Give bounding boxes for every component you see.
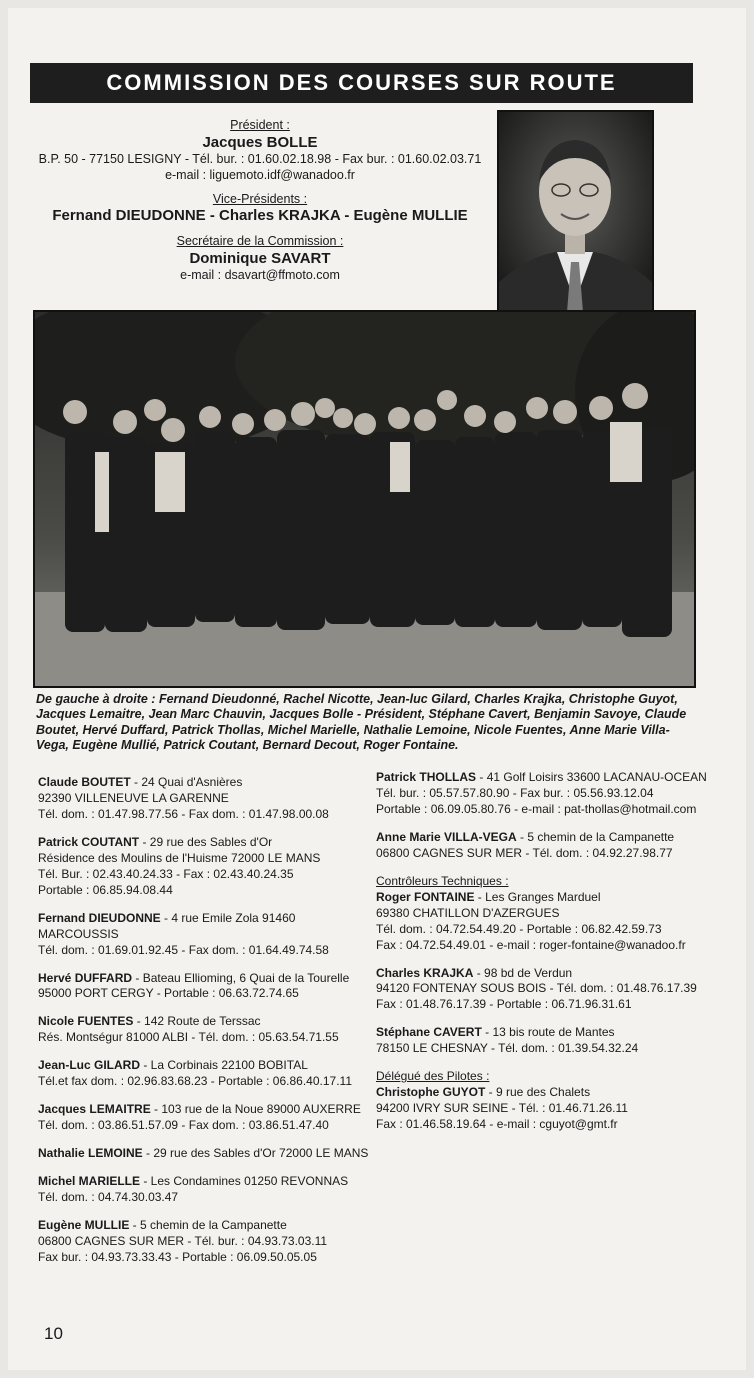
member-line: 95000 PORT CERGY - Portable : 06.63.72.74.65 xyxy=(38,986,299,1001)
member-address: - 29 rue des Sables d'Or 72000 LE MANS xyxy=(142,1146,369,1161)
member-name: Nicole FUENTES xyxy=(38,1014,134,1029)
member-line: Tél. dom. : 01.69.01.92.45 - Fax dom. : 01.64.49.74.58 xyxy=(38,942,329,957)
member-line: Tél.et fax dom. : 02.96.83.68.23 - Portable : 06.86.40.17.11 xyxy=(38,1074,352,1089)
member-entry xyxy=(376,874,718,954)
member-name: Anne Marie VILLA-VEGA xyxy=(376,829,517,844)
member-line: 92390 VILLENEUVE LA GARENNE xyxy=(38,790,229,805)
secretary-email: e-mail : dsavart@ffmoto.com xyxy=(180,268,340,283)
member-line: Tél. Bur. : 02.43.40.24.33 - Fax : 02.43.40.24.35 xyxy=(38,866,294,881)
vice-presidents-names: Fernand DIEUDONNE - Charles KRAJKA - Eugène MULLIE xyxy=(52,207,468,225)
vice-presidents-label: Vice-Présidents : xyxy=(212,191,308,206)
member-line: Portable : 06.85.94.08.44 xyxy=(38,882,173,897)
member-name: Stéphane CAVERT xyxy=(376,1025,482,1040)
member-entry xyxy=(38,971,373,1003)
member-entry xyxy=(38,1014,373,1046)
member-line: 06800 CAGNES SUR MER - Tél. dom. : 04.92.27.98.77 xyxy=(376,845,673,860)
member-entry xyxy=(376,966,718,1014)
member-line: 06800 CAGNES SUR MER - Tél. bur. : 04.93.73.03.11 xyxy=(38,1233,328,1248)
member-name: Eugène MULLIE xyxy=(38,1218,130,1233)
member-address: - 103 rue de la Noue 89000 AUXERRE xyxy=(150,1102,361,1117)
member-entry xyxy=(38,1102,373,1134)
member-address: - 98 bd de Verdun xyxy=(473,965,573,980)
member-entry xyxy=(38,1218,373,1266)
member-name: Michel MARIELLE xyxy=(38,1174,141,1189)
member-address: - Les Condamines 01250 REVONNAS xyxy=(140,1174,349,1189)
member-entry xyxy=(38,1146,373,1162)
member-line: 69380 CHATILLON D'AZERGUES xyxy=(376,905,560,920)
president-address: B.P. 50 - 77150 LESIGNY - Tél. bur. : 01.60.02.18.98 - Fax bur. : 01.60.02.03.71 xyxy=(38,152,482,167)
members-right-column xyxy=(376,770,718,1145)
member-entry xyxy=(376,1025,718,1057)
member-name: Claude BOUTET xyxy=(38,775,131,789)
member-name: Christophe GUYOT xyxy=(376,1085,486,1100)
member-line: Tél. dom. : 04.72.54.49.20 - Portable : 06.82.42.59.73 xyxy=(376,921,662,936)
member-entry xyxy=(376,1069,718,1133)
member-entry xyxy=(376,770,718,818)
member-entry xyxy=(38,775,373,823)
member-name: Charles KRAJKA xyxy=(376,965,474,980)
member-name: Roger FONTAINE xyxy=(376,889,475,904)
member-entry xyxy=(38,1174,373,1206)
photo-caption: De gauche à droite : Fernand Dieudonné, Rachel Nicotte, Jean-luc Gilard, Charles Krajka, Christophe Guyot, Jacques Lemaitre, Jean Marc Chauvin, Jacques Bolle - Président, Stéphane Cavert, Benjamin Savoye, Claude Boutet, Hervé Duffard, Patrick Thollas, Michel Marielle, Nathalie Lemoine, Nicole Fuentes, Anne Marie Villa-Vega, Eugène Mullié, Patrick Coutant, Bernard Decout, Roger Fontaine. xyxy=(36,692,687,752)
member-line: Fax bur. : 04.93.73.33.43 - Portable : 06.09.50.05.05 xyxy=(38,1249,317,1264)
member-line: Fax : 01.46.58.19.64 - e-mail : cguyot@gmt.fr xyxy=(376,1117,618,1132)
page-number: 10 xyxy=(44,1324,63,1343)
member-address: - 41 Golf Loisirs 33600 LACANAU-OCEAN xyxy=(476,770,707,784)
member-address: - La Corbinais 22100 BOBITAL xyxy=(140,1058,308,1073)
member-address: - 5 chemin de la Campanette xyxy=(516,829,675,844)
member-address: - 4 rue Emile Zola 91460 MARCOUSSIS xyxy=(38,910,296,941)
president-portrait-photo xyxy=(497,110,654,328)
member-line: 94200 IVRY SUR SEINE - Tél. : 01.46.71.26.11 xyxy=(376,1101,628,1116)
secretary-label: Secrétaire de la Commission : xyxy=(176,234,344,248)
member-line: Tél. dom. : 04.74.30.03.47 xyxy=(38,1190,179,1205)
member-name: Patrick COUTANT xyxy=(38,834,140,849)
member-line: Résidence des Moulins de l'Huisme 72000 LE MANS xyxy=(38,850,321,865)
member-name: Hervé DUFFARD xyxy=(38,970,133,985)
member-address: - Les Granges Marduel xyxy=(474,889,601,904)
member-name: Nathalie LEMOINE xyxy=(38,1146,143,1161)
member-line: Tél. bur. : 05.57.57.80.90 - Fax bur. : 05.56.93.12.04 xyxy=(376,785,654,800)
member-name: Jacques LEMAITRE xyxy=(38,1102,151,1117)
president-name: Jacques BOLLE xyxy=(202,133,318,151)
member-address: - 142 Route de Terssac xyxy=(133,1014,261,1029)
commission-officers xyxy=(30,116,490,284)
member-address: - 24 Quai d'Asnières xyxy=(130,775,243,789)
member-line: Portable : 06.09.05.80.76 - e-mail : pat-thollas@hotmail.com xyxy=(376,801,697,816)
member-address: - 5 chemin de la Campanette xyxy=(129,1218,287,1233)
member-entry xyxy=(376,830,718,862)
member-line: Tél. dom. : 03.86.51.57.09 - Fax dom. : 03.86.51.47.40 xyxy=(38,1118,329,1133)
section-banner: COMMISSION DES COURSES SUR ROUTE xyxy=(30,63,693,103)
member-line: Tél. dom. : 01.47.98.77.56 - Fax dom. : 01.47.98.00.08 xyxy=(38,806,329,821)
member-name: Fernand DIEUDONNE xyxy=(38,910,161,925)
member-address: - 29 rue des Sables d'Or xyxy=(139,834,273,849)
member-line: 94120 FONTENAY SOUS BOIS - Tél. dom. : 01.48.76.17.39 xyxy=(376,981,697,996)
member-name: Patrick THOLLAS xyxy=(376,770,477,784)
member-entry xyxy=(38,835,373,899)
controleurs-label: Contrôleurs Techniques : xyxy=(376,873,509,888)
member-name: Jean-Luc GILARD xyxy=(38,1058,141,1073)
member-address: - 13 bis route de Mantes xyxy=(481,1025,615,1040)
member-line: 78150 LE CHESNAY - Tél. dom. : 01.39.54.32.24 xyxy=(376,1041,639,1056)
members-left-column xyxy=(38,775,373,1278)
member-line: Fax : 04.72.54.49.01 - e-mail : roger-fontaine@wanadoo.fr xyxy=(376,937,686,952)
member-line: Rés. Montségur 81000 ALBI - Tél. dom. : 05.63.54.71.55 xyxy=(38,1030,339,1045)
member-entry xyxy=(38,911,373,959)
president-label: Président : xyxy=(230,118,290,132)
delegue-label: Délégué des Pilotes : xyxy=(376,1069,490,1084)
secretary-name: Dominique SAVART xyxy=(189,249,331,267)
president-email: e-mail : liguemoto.idf@wanadoo.fr xyxy=(165,168,355,182)
member-entry xyxy=(38,1058,373,1090)
member-address: - Bateau Ellioming, 6 Quai de la Tourelle xyxy=(132,970,350,985)
member-address: - 9 rue des Chalets xyxy=(485,1085,591,1100)
group-photo xyxy=(33,310,696,688)
member-line: Fax : 01.48.76.17.39 - Portable : 06.71.96.31.61 xyxy=(376,997,632,1012)
